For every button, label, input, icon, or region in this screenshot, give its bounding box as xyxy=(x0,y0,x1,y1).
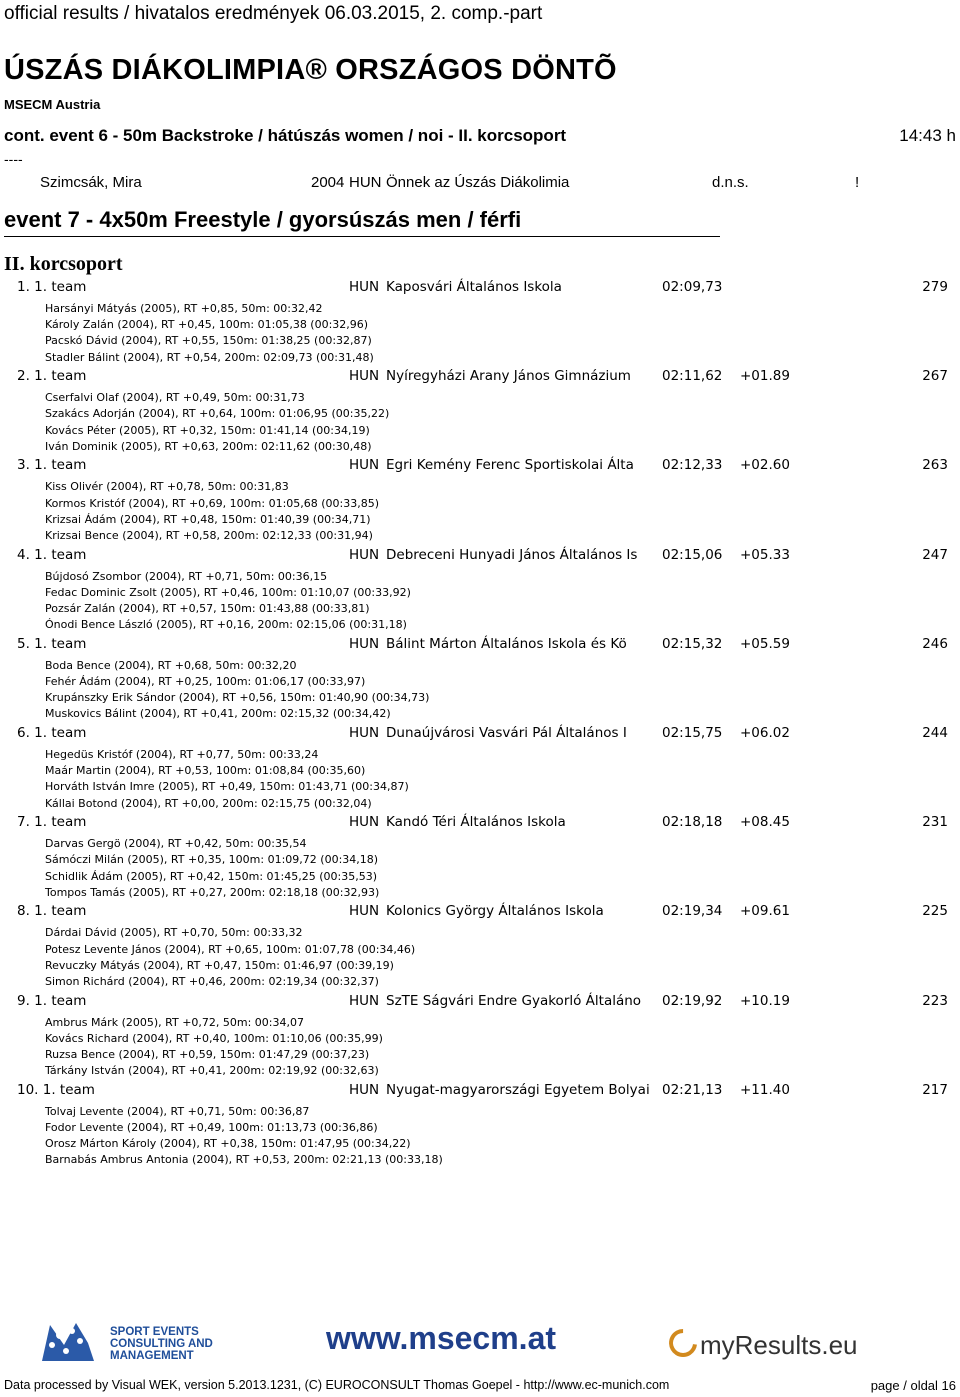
swimmer-split-line: Iván Dominik (2005), RT +0,63, 200m: 02:11,62 (00:30,48) xyxy=(45,439,372,453)
team-time: 02:09,73 xyxy=(662,279,723,295)
swimmer-split-line: Barnabás Ambrus Antonia (2004), RT +0,53, 200m: 02:21,13 (00:33,18) xyxy=(45,1153,443,1167)
myresults-logo-icon xyxy=(668,1328,698,1358)
team-result xyxy=(0,725,960,813)
team-rank: 4. 1. team xyxy=(17,546,87,563)
team-result xyxy=(0,368,960,456)
swimmer-split-line: Harsányi Mátyás (2005), RT +0,85, 50m: 00:32,42 xyxy=(45,302,323,315)
prev-event-rank-dashes: ---- xyxy=(4,151,23,167)
dns-name: Szimcsák, Mira xyxy=(40,174,142,191)
swimmer-splits xyxy=(45,301,374,366)
swimmer-split-line: Orosz Márton Károly (2004), RT +0,38, 150m: 01:47,95 (00:34,22) xyxy=(45,1137,411,1151)
team-rank: 1. 1. team xyxy=(17,279,87,295)
team-result xyxy=(0,1082,960,1170)
team-club: Nyíregyházi Arany János Gimnázium xyxy=(386,368,631,385)
team-nat: HUN xyxy=(349,279,380,295)
swimmer-split-line: Revuczky Mátyás (2004), RT +0,47, 150m: 01:46,97 (00:39,19) xyxy=(45,958,394,972)
logo-text-line: MANAGEMENT xyxy=(110,1350,194,1362)
team-time: 02:11,62 xyxy=(662,368,723,385)
swimmer-split-line: Ruzsa Bence (2004), RT +0,59, 150m: 01:47,29 (00:37,23) xyxy=(45,1048,370,1061)
team-nat: HUN xyxy=(349,725,380,741)
swimmer-split-line: Károly Zalán (2004), RT +0,45, 100m: 01:05,38 (00:32,96) xyxy=(45,318,369,332)
team-time: 02:21,13 xyxy=(662,1081,723,1098)
team-time: 02:19,34 xyxy=(662,903,723,920)
team-time: 02:15,75 xyxy=(662,725,723,741)
swimmer-split-line: Kovács Péter (2005), RT +0,32, 150m: 01:41,14 (00:34,19) xyxy=(45,423,370,437)
team-diff: +11.40 xyxy=(740,1081,790,1098)
swimmer-splits xyxy=(45,836,379,901)
swimmer-split-line: Kormos Kristóf (2004), RT +0,69, 100m: 01:05,68 (00:33,85) xyxy=(45,496,380,510)
team-nat: HUN xyxy=(349,992,380,1009)
team-points: 246 xyxy=(922,635,948,652)
swimmer-split-line: Boda Bence (2004), RT +0,68, 50m: 00:32,20 xyxy=(45,658,297,672)
swimmer-split-line: Fehér Ádám (2004), RT +0,25, 100m: 01:06,17 (00:33,97) xyxy=(45,675,366,688)
team-result xyxy=(0,547,960,635)
myresults-logo-text: myResults.eu xyxy=(700,1330,858,1360)
swimmer-split-line: Sámóczi Milán (2005), RT +0,35, 100m: 01:09,72 (00:34,18) xyxy=(45,853,379,867)
swimmer-split-line: Schidlik Ádám (2005), RT +0,42, 150m: 01:45,25 (00:35,53) xyxy=(45,869,377,883)
team-rank: 10. 1. team xyxy=(17,1081,95,1098)
team-diff: +10.19 xyxy=(740,992,790,1009)
dns-year: 2004 xyxy=(311,174,345,191)
prev-event-title: cont. event 6 - 50m Backstroke / hátúszás women / noi - II. korcsoport xyxy=(4,126,567,145)
swimmer-split-line: Krizsai Ádám (2004), RT +0,48, 150m: 01:40,39 (00:34,71) xyxy=(45,512,371,526)
team-time: 02:15,06 xyxy=(662,546,723,563)
team-points: 244 xyxy=(922,725,948,741)
results-header-line: official results / hivatalos eredmények 06.03.2015, 2. comp.-part xyxy=(4,3,543,24)
dns-nat: HUN xyxy=(349,174,382,191)
prev-event-time: 14:43 h xyxy=(899,126,956,145)
team-points: 247 xyxy=(922,546,948,563)
team-nat: HUN xyxy=(349,814,380,831)
swimmer-split-line: Maár Martin (2004), RT +0,53, 100m: 01:08,84 (00:35,60) xyxy=(45,764,366,778)
logo-text-line: SPORT EVENTS xyxy=(110,1326,199,1338)
team-nat: HUN xyxy=(349,457,380,474)
swimmer-splits xyxy=(45,747,409,812)
msecm-logo-icon xyxy=(36,1315,100,1367)
team-diff: +01.89 xyxy=(740,368,790,385)
team-club: Kandó Téri Általános Iskola xyxy=(386,814,566,831)
swimmer-split-line: Krizsai Bence (2004), RT +0,58, 200m: 02:12,33 (00:31,94) xyxy=(45,529,373,542)
team-club: Kolonics György Általános Iskola xyxy=(386,903,604,920)
team-nat: HUN xyxy=(349,368,380,385)
team-diff: +05.33 xyxy=(740,546,790,563)
team-club: SzTE Ságvári Endre Gyakorló Általáno xyxy=(386,992,642,1009)
swimmer-split-line: Ónodi Bence László (2005), RT +0,16, 200m: 02:15,06 (00:31,18) xyxy=(45,618,407,632)
swimmer-splits xyxy=(45,479,379,544)
age-group: II. korcsoport xyxy=(4,253,123,275)
swimmer-split-line: Dárdai Dávid (2005), RT +0,70, 50m: 00:33,32 xyxy=(45,926,303,940)
event-title-underline xyxy=(4,236,720,237)
team-points: 279 xyxy=(922,279,948,295)
team-points: 231 xyxy=(922,814,948,831)
msecm-logo-text xyxy=(110,1326,213,1362)
team-points: 263 xyxy=(922,457,948,474)
swimmer-split-line: Kovács Richard (2004), RT +0,40, 100m: 01:10,06 (00:35,99) xyxy=(45,1031,383,1045)
team-result xyxy=(0,636,960,724)
team-rank: 9. 1. team xyxy=(17,992,87,1009)
team-points: 223 xyxy=(922,992,948,1009)
team-club: Egri Kemény Ferenc Sportiskolai Álta xyxy=(386,457,634,474)
swimmer-split-line: Tárkány István (2004), RT +0,41, 200m: 02:19,92 (00:32,63) xyxy=(45,1064,379,1078)
swimmer-split-line: Ambrus Márk (2005), RT +0,72, 50m: 00:34,07 xyxy=(45,1015,305,1029)
data-processed-line: Data processed by Visual WEK, version 5.2013.1231, (C) EUROCONSULT Thomas Goepel - http://www.ec-munich.com xyxy=(4,1378,670,1392)
swimmer-split-line: Horváth István Imre (2005), RT +0,49, 150m: 01:43,71 (00:34,87) xyxy=(45,780,409,794)
swimmer-split-line: Kiss Olivér (2004), RT +0,78, 50m: 00:31,83 xyxy=(45,480,289,494)
team-diff: +09.61 xyxy=(740,903,790,920)
team-rank: 3. 1. team xyxy=(17,457,87,474)
team-result xyxy=(0,814,960,902)
competition-title: ÚSZÁS DIÁKOLIMPIA® ORSZÁGOS DÖNTÕ xyxy=(4,54,617,86)
team-time: 02:18,18 xyxy=(662,814,723,831)
team-rank: 2. 1. team xyxy=(17,368,87,385)
swimmer-split-line: Simon Richárd (2004), RT +0,46, 200m: 02:19,34 (00:32,37) xyxy=(45,975,379,988)
footer-logos xyxy=(0,1312,960,1368)
swimmer-split-line: Tompos Tamás (2005), RT +0,27, 200m: 02:18,18 (00:32,93) xyxy=(45,885,380,899)
swimmer-split-line: Stadler Bálint (2004), RT +0,54, 200m: 02:09,73 (00:31,48) xyxy=(45,350,374,364)
swimmer-splits xyxy=(45,925,415,990)
website-link[interactable]: www.msecm.at xyxy=(326,1320,557,1356)
swimmer-split-line: Pacskó Dávid (2004), RT +0,55, 150m: 01:38,25 (00:32,87) xyxy=(45,334,372,348)
team-points: 267 xyxy=(922,368,948,385)
page-number: page / oldal 16 xyxy=(870,1378,956,1393)
organizer: MSECM Austria xyxy=(4,97,101,112)
team-nat: HUN xyxy=(349,546,380,563)
swimmer-splits xyxy=(45,569,411,634)
swimmer-split-line: Pozsár Zalán (2004), RT +0,57, 150m: 01:43,88 (00:33,81) xyxy=(45,602,370,615)
team-nat: HUN xyxy=(349,903,380,920)
team-result xyxy=(0,279,960,367)
dns-mark: ! xyxy=(855,174,860,191)
team-diff: +08.45 xyxy=(740,814,790,831)
swimmer-split-line: Szakács Adorján (2004), RT +0,64, 100m: 01:06,95 (00:35,22) xyxy=(45,407,390,421)
swimmer-splits xyxy=(45,658,429,723)
swimmer-split-line: Krupánszky Erik Sándor (2004), RT +0,56, 150m: 01:40,90 (00:34,73) xyxy=(45,691,430,705)
swimmer-split-line: Kállai Botond (2004), RT +0,00, 200m: 02:15,75 (00:32,04) xyxy=(45,796,372,810)
team-diff: +06.02 xyxy=(740,725,790,741)
team-rank: 5. 1. team xyxy=(17,635,87,652)
swimmer-split-line: Potesz Levente János (2004), RT +0,65, 100m: 01:07,78 (00:34,46) xyxy=(45,942,416,956)
swimmer-split-line: Tolvaj Levente (2004), RT +0,71, 50m: 00:36,87 xyxy=(45,1104,310,1118)
team-club: Kaposvári Általános Iskola xyxy=(386,279,562,295)
dns-status: d.n.s. xyxy=(712,174,749,191)
team-diff: +05.59 xyxy=(740,635,790,652)
team-diff: +02.60 xyxy=(740,457,790,474)
team-club: Bálint Márton Általános Iskola és Kö xyxy=(386,635,627,652)
team-points: 217 xyxy=(922,1081,948,1098)
team-time: 02:15,32 xyxy=(662,635,723,652)
team-time: 02:19,92 xyxy=(662,992,723,1009)
event-title: event 7 - 4x50m Freestyle / gyorsúszás men / férfi xyxy=(4,207,522,232)
swimmer-split-line: Darvas Gergö (2004), RT +0,42, 50m: 00:35,54 xyxy=(45,837,307,851)
swimmer-splits xyxy=(45,1015,383,1080)
swimmer-split-line: Muskovics Bálint (2004), RT +0,41, 200m: 02:15,32 (00:34,42) xyxy=(45,707,391,721)
logo-text-line: CONSULTING AND xyxy=(110,1338,213,1350)
team-points: 225 xyxy=(922,903,948,920)
team-club: Dunaújvárosi Vasvári Pál Általános I xyxy=(386,725,627,741)
team-result xyxy=(0,457,960,545)
swimmer-splits xyxy=(45,390,389,455)
team-club: Debreceni Hunyadi János Általános Is xyxy=(386,546,638,563)
swimmer-splits xyxy=(45,1104,443,1169)
team-club: Nyugat-magyarországi Egyetem Bolyai xyxy=(386,1081,650,1098)
team-result xyxy=(0,993,960,1081)
team-rank: 8. 1. team xyxy=(17,903,87,920)
team-result xyxy=(0,903,960,991)
team-rank: 7. 1. team xyxy=(17,814,87,831)
swimmer-split-line: Cserfalvi Olaf (2004), RT +0,49, 50m: 00:31,73 xyxy=(45,391,305,405)
team-nat: HUN xyxy=(349,635,380,652)
team-time: 02:12,33 xyxy=(662,457,723,474)
team-rank: 6. 1. team xyxy=(17,725,87,741)
swimmer-split-line: Fodor Levente (2004), RT +0,49, 100m: 01:13,73 (00:36,86) xyxy=(45,1121,378,1134)
swimmer-split-line: Bújdosó Zsombor (2004), RT +0,71, 50m: 00:36,15 xyxy=(45,569,328,583)
swimmer-split-line: Hegedüs Kristóf (2004), RT +0,77, 50m: 00:33,24 xyxy=(45,748,319,761)
dns-club: Önnek az Úszás Diákolimia xyxy=(386,174,570,191)
team-nat: HUN xyxy=(349,1081,380,1098)
swimmer-split-line: Fedac Dominic Zsolt (2005), RT +0,46, 100m: 01:10,07 (00:33,92) xyxy=(45,585,411,599)
